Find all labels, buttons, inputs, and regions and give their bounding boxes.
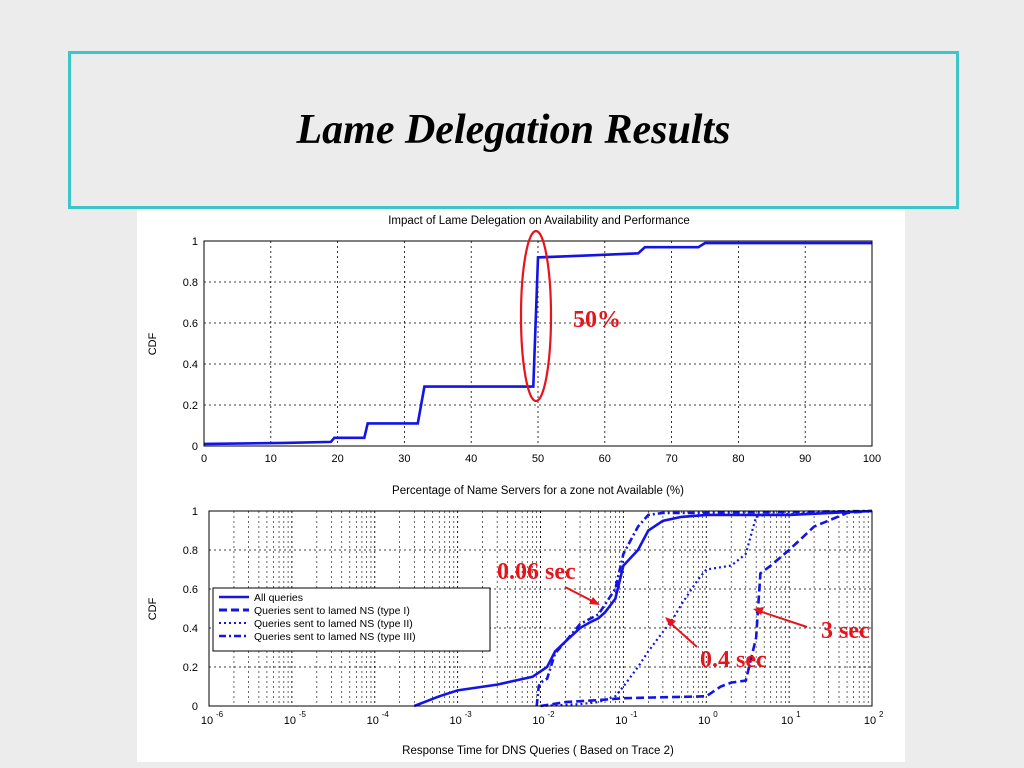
bottom-y-tick-label: 0	[191, 701, 198, 713]
annotation-0-4-sec-label: 0.4 sec	[700, 647, 767, 673]
bottom-y-tick-label: 0.8	[182, 545, 198, 557]
bottom-x-tick-exponent: -5	[298, 710, 306, 719]
top-x-tick-label: 60	[598, 453, 611, 465]
bottom-x-tick-exponent: -4	[381, 710, 389, 719]
top-y-tick-label: 0.8	[182, 277, 198, 289]
top-chart-ylabel: CDF	[147, 332, 159, 356]
annotation-0-4-sec	[665, 617, 767, 673]
bottom-x-tick-label: 10	[615, 715, 628, 727]
bottom-x-tick-label: 10	[781, 715, 794, 727]
legend-label-type2: Queries sent to lamed NS (type II)	[254, 618, 413, 630]
bottom-y-tick-label: 0.2	[182, 662, 198, 674]
bottom-chart	[147, 506, 884, 757]
top-x-tick-label: 30	[398, 453, 411, 465]
bottom-chart-xlabel: Response Time for DNS Queries ( Based on Trace 2)	[402, 745, 674, 757]
bottom-x-tick-label: 10	[698, 715, 711, 727]
top-x-tick-label: 50	[531, 453, 545, 465]
annotation-50-percent: 50%	[573, 307, 621, 333]
bottom-x-tick-exponent: -6	[216, 710, 224, 719]
bottom-x-tick-label: 10	[863, 715, 877, 727]
bottom-x-tick-exponent: 1	[796, 710, 801, 719]
bottom-y-tick-label: 1	[191, 506, 198, 518]
legend	[213, 588, 490, 651]
legend-label-type3: Queries sent to lamed NS (type III)	[254, 631, 416, 643]
top-y-tick-label: 0.2	[182, 400, 198, 412]
top-chart-ticks	[183, 236, 881, 465]
annotation-0-06-sec-label: 0.06 sec	[497, 559, 576, 585]
top-x-tick-label: 0	[200, 453, 208, 465]
slide-title: Lame Delegation Results	[296, 107, 731, 153]
top-x-tick-label: 20	[331, 453, 344, 465]
bottom-x-tick-exponent: -3	[464, 710, 472, 719]
top-series-line	[204, 243, 872, 444]
top-x-tick-label: 90	[799, 453, 812, 465]
bottom-chart-ylabel: CDF	[147, 597, 159, 621]
bottom-x-tick-exponent: 2	[879, 710, 884, 719]
top-y-tick-label: 0.6	[182, 318, 198, 330]
top-chart-title: Impact of Lame Delegation on Availability and Performance	[388, 215, 690, 227]
annotation-0-06-sec	[497, 559, 600, 605]
top-x-tick-label: 40	[465, 453, 478, 465]
annotation-3-sec-arrow	[756, 610, 807, 627]
top-y-tick-label: 0	[191, 441, 198, 453]
bottom-x-tick-exponent: 0	[713, 710, 718, 719]
bottom-x-tick-label: 10	[200, 715, 214, 727]
figure	[137, 209, 905, 762]
bottom-series-line-4	[537, 511, 872, 706]
figure-svg	[137, 209, 905, 762]
top-chart-series	[204, 243, 872, 444]
legend-label-all: All queries	[254, 592, 304, 604]
bottom-x-tick-label: 10	[366, 715, 379, 727]
bottom-x-tick-label: 10	[449, 715, 462, 727]
bottom-x-tick-exponent: -2	[547, 710, 555, 719]
annotation-3-sec-label: 3 sec	[821, 618, 870, 644]
top-x-tick-label: 70	[665, 453, 678, 465]
bottom-x-tick-label: 10	[532, 715, 545, 727]
top-x-tick-label: 10	[264, 453, 277, 465]
top-x-tick-label: 80	[732, 453, 745, 465]
top-x-tick-label: 100	[862, 453, 882, 465]
bottom-y-tick-label: 0.4	[182, 623, 198, 635]
top-chart	[147, 215, 881, 497]
top-y-tick-label: 1	[191, 236, 198, 248]
top-y-tick-label: 0.4	[182, 359, 198, 371]
bottom-x-tick-label: 10	[283, 715, 296, 727]
bottom-y-tick-label: 0.6	[182, 584, 198, 596]
legend-label-type1: Queries sent to lamed NS (type I)	[254, 605, 410, 617]
top-chart-xlabel: Percentage of Name Servers for a zone not Available (%)	[392, 485, 684, 497]
slide-title-box	[68, 51, 959, 209]
bottom-x-tick-exponent: -1	[630, 710, 638, 719]
